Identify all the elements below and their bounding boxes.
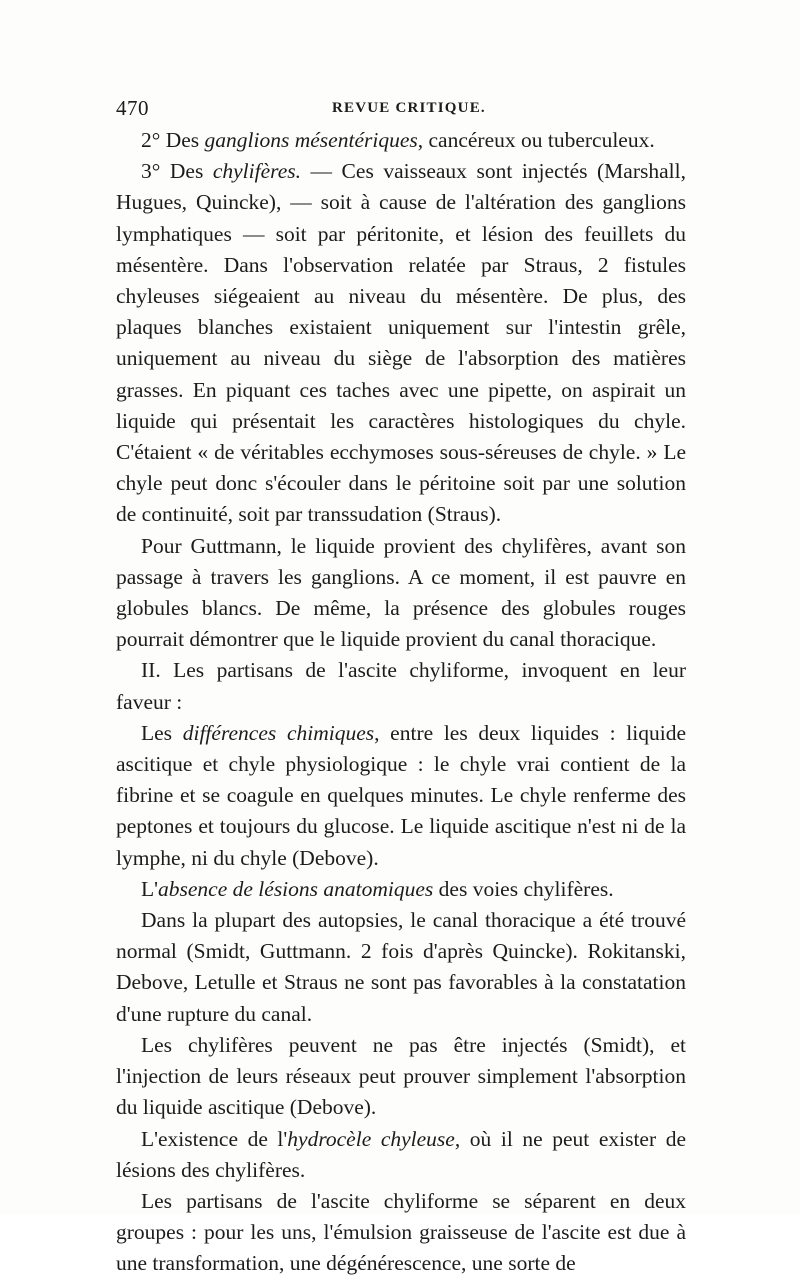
text-run: , où il ne peut exister de lésions des chylifères. [116, 1126, 686, 1182]
text-run: Les partisans de l'ascite chyliforme se séparent en deux groupes : pour les uns, l'émulsion graisseuse de l'ascite est due à une transformation, une dégénérescence, une sorte de [116, 1188, 686, 1276]
page-number: 470 [116, 96, 149, 120]
paragraph [116, 1124, 686, 1186]
italic-text: chylifères. [212, 159, 301, 184]
paragraph [116, 1186, 686, 1280]
text-run: 2° Des [141, 128, 205, 152]
paragraph [116, 1030, 686, 1124]
paragraph [116, 905, 686, 1030]
italic-text: différences chimiques [182, 720, 375, 745]
text-run: Les [141, 720, 183, 745]
paragraph [116, 718, 686, 874]
text-run: des voies chylifères. [433, 876, 614, 901]
paragraph [116, 156, 686, 530]
paragraph [116, 874, 686, 905]
paragraph [116, 125, 686, 156]
italic-text: ganglions mésentériques [204, 128, 418, 152]
text-run: Dans la plupart des autopsies, le canal thoracique a été trouvé normal (Smidt, Guttmann. 2 fois d'après Quincke). Rokitanski, Debove, Letulle et Straus ne sont pas favorables à la constatation d'une rupture du canal. [116, 908, 686, 1026]
text-run: 3° Des [141, 159, 213, 184]
text-run: Pour Guttmann, le liquide provient des chylifères, avant son passage à travers les ganglions. A ce moment, il est pauvre en globules blancs. De même, la présence des globules rouges pourrait démontrer que le liquide provient du canal thoracique. [116, 533, 686, 652]
text-run: Les chylifères peuvent ne pas être injectés (Smidt), et l'injection de leurs réseaux peut prouver simplement l'absorption du liquide ascitique (Debove). [116, 1032, 686, 1120]
page-header [116, 96, 686, 124]
paragraph [116, 531, 686, 656]
text-run: , cancéreux ou tuberculeux. [417, 128, 655, 152]
running-head: REVUE CRITIQUE. [332, 100, 486, 116]
text-run: , entre les deux liquides : liquide ascitique et chyle physiologique : le chyle vrai contient de la fibrine et se coagule en quelques minutes. Le chyle renferme des peptones et toujours du glucose. Le liquide ascitique n'est ni de la lymphe, ni du chyle (Debove). [116, 720, 687, 870]
text-run: — Ces vaisseaux sont injectés (Marshall, Hugues, Quincke), — soit à cause de l'altération des ganglions lymphatiques — soit par péritonite, et lésion des feuillets du mésentère. Dans l'observation relatée par Straus, 2 fistules chyleuses siégeaient au niveau du mésentère. De plus, des plaques blanches existaient uniquement sur l'intestin grêle, uniquement au niveau du siège de l'absorption des matières grasses. En piquant ces taches avec une pipette, on aspirait un liquide qui présentait les caractères histologiques du chyle. C'étaient « de véritables ecchymoses sous-séreuses de chyle. » Le chyle peut donc s'écouler dans le péritoine soit par une solution de continuité, soit par transsudation (Straus). [116, 159, 686, 527]
italic-text: hydrocèle chyleuse [287, 1126, 455, 1151]
text-run: II. Les partisans de l'ascite chyliforme, invoquent en leur faveur : [116, 658, 686, 714]
text-run: L'existence de l' [141, 1126, 288, 1151]
italic-text: absence de lésions anatomiques [158, 876, 434, 901]
body-text [116, 125, 686, 1280]
text-run: L' [141, 876, 159, 901]
paragraph [116, 655, 686, 717]
